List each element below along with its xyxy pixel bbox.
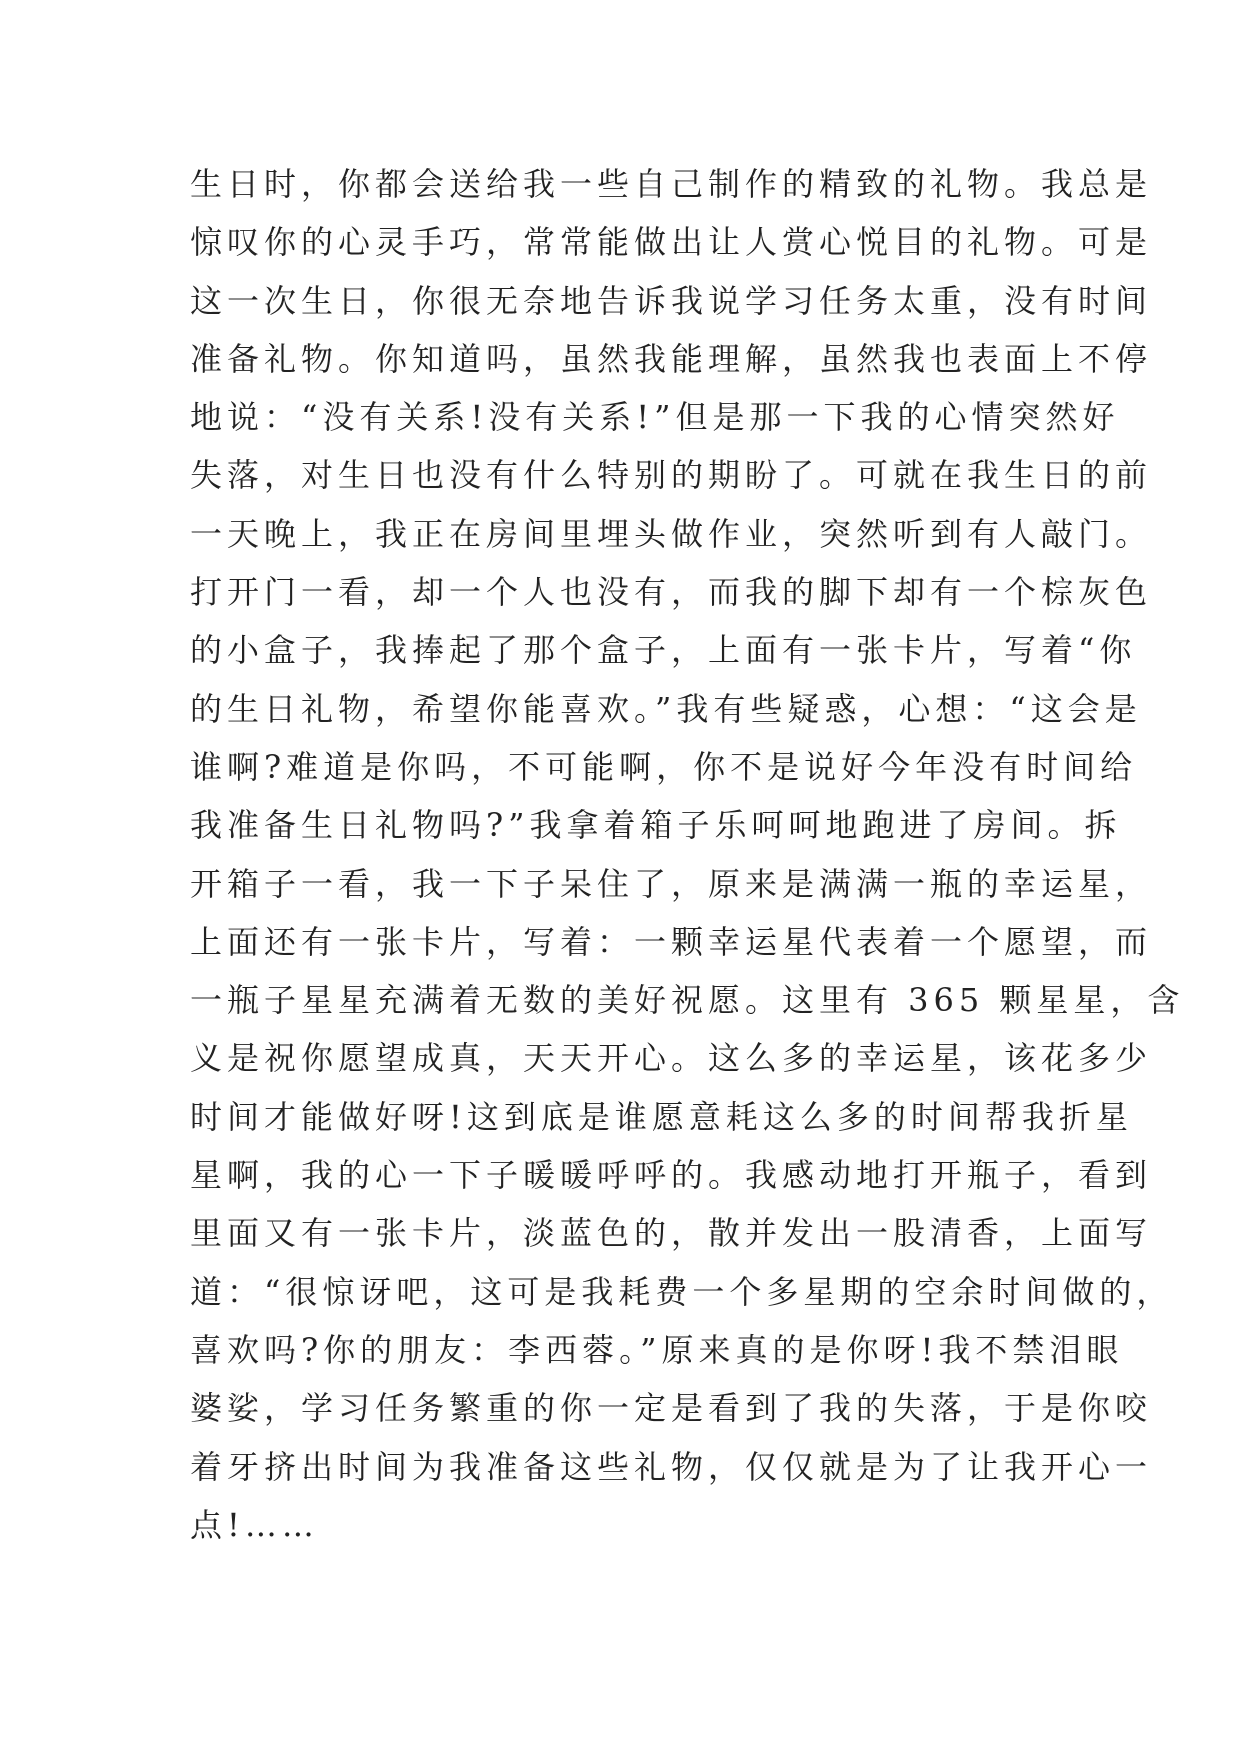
body-text <box>190 155 1185 1554</box>
text-line: 着牙挤出时间为我准备这些礼物，仅仅就是为了让我开心一 <box>190 1447 1153 1486</box>
text-line: 的生日礼物，希望你能喜欢。”我有些疑惑，心想：“这会是 <box>190 689 1142 728</box>
text-line: 道：“很惊讶吧，这可是我耗费一个多星期的空余时间做的， <box>190 1272 1174 1311</box>
text-line: 上面还有一张卡片，写着：一颗幸运星代表着一个愿望，而 <box>190 922 1153 961</box>
text-line: 时间才能做好呀!这到底是谁愿意耗这么多的时间帮我折星 <box>190 1097 1133 1136</box>
text-line: 里面又有一张卡片，淡蓝色的，散并发出一股清香，上面写 <box>190 1214 1153 1253</box>
text-line: 星啊，我的心一下子暖暖呼呼的。我感动地打开瓶子，看到 <box>190 1156 1153 1195</box>
text-line: 义是祝你愿望成真，天天开心。这么多的幸运星，该花多少 <box>190 1039 1153 1078</box>
text-line: 开箱子一看，我一下子呆住了，原来是满满一瓶的幸运星， <box>190 864 1153 903</box>
text-line: 谁啊?难道是你吗，不可能啊，你不是说好今年没有时间给 <box>190 747 1138 786</box>
text-line: 一瓶子星星充满着无数的美好祝愿。这里有 365 颗星星，含 <box>190 981 1185 1020</box>
text-line: 的小盒子，我捧起了那个盒子，上面有一张卡片，写着“你 <box>190 631 1137 670</box>
text-line: 惊叹你的心灵手巧，常常能做出让人赏心悦目的礼物。可是 <box>190 223 1153 262</box>
text-line: 一天晚上，我正在房间里埋头做作业，突然听到有人敲门。 <box>190 514 1153 553</box>
text-line: 生日时，你都会送给我一些自己制作的精致的礼物。我总是 <box>190 165 1153 203</box>
text-line: 点!…… <box>190 1505 319 1544</box>
text-line: 我准备生日礼物吗?”我拿着箱子乐呵呵地跑进了房间。拆 <box>190 806 1122 845</box>
text-line: 喜欢吗?你的朋友：李西蓉。”原来真的是你呀!我不禁泪眼 <box>190 1330 1124 1369</box>
text-line: 这一次生日，你很无奈地告诉我说学习任务太重，没有时间 <box>190 281 1153 320</box>
text-line: 地说：“没有关系!没有关系!”但是那一下我的心情突然好 <box>190 398 1120 437</box>
text-line: 打开门一看，却一个人也没有，而我的脚下却有一个棕灰色 <box>190 573 1153 612</box>
text-line: 婆娑，学习任务繁重的你一定是看到了我的失落，于是你咬 <box>190 1389 1153 1428</box>
text-line: 失落，对生日也没有什么特别的期盼了。可就在我生日的前 <box>190 456 1153 495</box>
text-line: 准备礼物。你知道吗，虽然我能理解，虽然我也表面上不停 <box>190 339 1153 378</box>
